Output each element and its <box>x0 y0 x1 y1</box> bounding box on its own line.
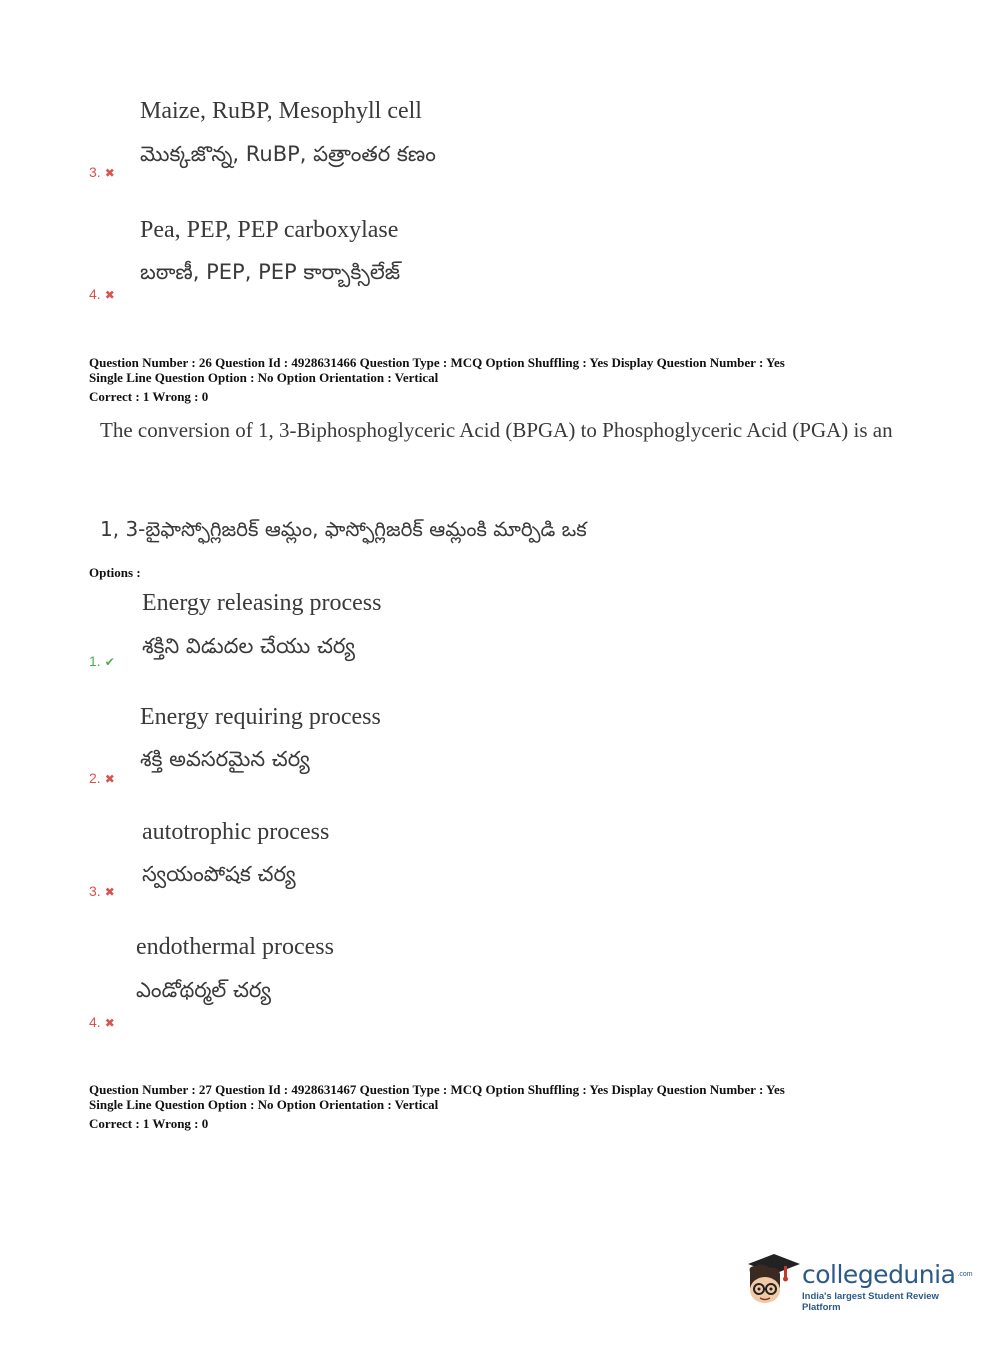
question-meta-line2: Single Line Question Option : No Option Orientation : Vertical <box>89 370 439 385</box>
cross-mark-icon: ✖ <box>104 772 115 786</box>
option-text-te: శక్తిని విడుదల చేయు చర్య <box>142 634 355 658</box>
question-text-en: The conversion of 1, 3-Biphosphoglyceric Acid (BPGA) to Phosphoglyceric Acid (PGA) is an <box>100 418 893 442</box>
option-text-en: endothermal process <box>136 934 334 960</box>
option-text-en: Maize, RuBP, Mesophyll cell <box>140 98 422 124</box>
option-text-te: ఎండోథర్మల్ చర్య <box>136 978 271 1002</box>
option-text-te: శక్తి అవసరమైన చర్య <box>140 747 310 771</box>
logo-tagline: India's largest Student Review Platform <box>802 1291 939 1313</box>
question-meta-line1: Question Number : 27 Question Id : 4928631467 Question Type : MCQ Option Shuffling : Yes Display Question Number : Yes <box>89 1082 785 1097</box>
option-number: 2. ✖ <box>89 770 115 786</box>
cross-mark-icon: ✖ <box>104 885 115 899</box>
mascot-icon <box>740 1248 802 1310</box>
option-number: 4. ✖ <box>89 286 115 302</box>
option-text-te: మొక్కజొన్న, RuBP, పత్రాంతర కణం <box>140 142 436 166</box>
cross-mark-icon: ✖ <box>104 166 115 180</box>
option-text-en: Energy requiring process <box>140 704 381 730</box>
cross-mark-icon: ✖ <box>104 288 115 302</box>
option-text-en: Pea, PEP, PEP carboxylase <box>140 217 399 243</box>
cross-mark-icon: ✖ <box>104 1016 115 1030</box>
logo-text-block <box>802 1260 980 1313</box>
option-text-en: autotrophic process <box>142 819 330 845</box>
option-number: 3. ✖ <box>89 883 115 899</box>
logo-domain: .com <box>957 1271 973 1278</box>
question-marks: Correct : 1 Wrong : 0 <box>89 1116 209 1131</box>
logo-name: collegedunia <box>802 1260 956 1289</box>
question-text-te: 1, 3-బైఫాస్ఫోగ్లిజరిక్ ఆమ్లం, ఫాస్ఫోగ్లిజరిక్ ఆమ్లంకి మార్పిడి ఒక <box>100 517 587 541</box>
option-number: 1. ✔ <box>89 653 115 669</box>
option-text-te: బఠాణీ, PEP, PEP కార్బాక్సిలేజ్ <box>140 260 401 284</box>
options-label: Options : <box>89 565 141 580</box>
option-text-en: Energy releasing process <box>142 590 382 616</box>
option-number: 4. ✖ <box>89 1014 115 1030</box>
question-marks: Correct : 1 Wrong : 0 <box>89 389 209 404</box>
question-meta-line1: Question Number : 26 Question Id : 4928631466 Question Type : MCQ Option Shuffling : Yes Display Question Number : Yes <box>89 355 785 370</box>
collegedunia-logo <box>740 1246 980 1316</box>
option-text-te: స్వయంపోషక చర్య <box>142 862 296 886</box>
option-number: 3. ✖ <box>89 164 115 180</box>
check-mark-icon: ✔ <box>104 655 115 669</box>
question-meta-line2: Single Line Question Option : No Option Orientation : Vertical <box>89 1097 439 1112</box>
